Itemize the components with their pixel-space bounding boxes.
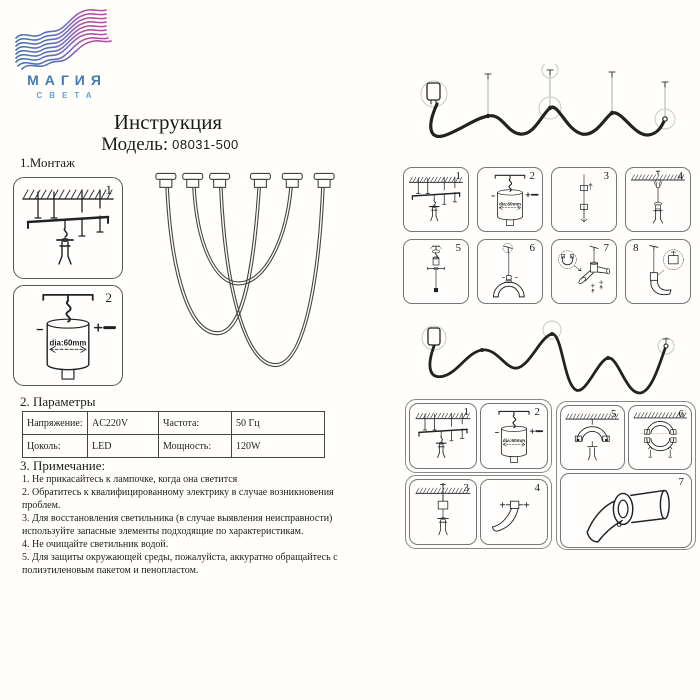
- montage-step-box: [13, 177, 123, 279]
- install-steps-group-b: [405, 475, 552, 549]
- param-label: Мощность:: [159, 435, 232, 458]
- step-cell: [477, 167, 543, 232]
- step-cell: [477, 239, 543, 304]
- param-value: LED: [88, 435, 159, 458]
- step-number: 2: [529, 170, 535, 182]
- param-label: Напряжение:: [23, 412, 88, 435]
- pendant-lamp-figure: [136, 164, 350, 378]
- step-number: 1: [463, 406, 469, 418]
- param-value: AC220V: [88, 412, 159, 435]
- step-cell: [628, 405, 693, 470]
- step-number: 4: [677, 170, 683, 182]
- table-row: [23, 412, 325, 435]
- note-item: 3. Для восстановления светильника (в случае выявления неисправности) используйте запасные элементы подходящие по характеристикам.: [22, 513, 333, 537]
- install-steps-group-a: [405, 399, 552, 473]
- step-number: 5: [611, 408, 617, 420]
- notes-list: [22, 474, 358, 578]
- step-cell: [403, 239, 469, 304]
- step-number: 4: [534, 482, 540, 494]
- section-params-heading: 2. Параметры: [20, 394, 96, 409]
- dia-label: dia:60mm: [49, 338, 87, 348]
- brand-name: МАГИЯ: [27, 72, 107, 88]
- param-label: Частота:: [159, 412, 232, 435]
- step-cell: [560, 405, 625, 470]
- note-item: 5. Для защиты окружающей среды, пожалуйста, аккуратно обращайтесь с полиэтиленовым пакетом и пенопластом.: [22, 552, 338, 576]
- step-cell: [409, 403, 477, 469]
- wavy-cord-figure-top: [400, 64, 696, 165]
- param-value: 120W: [232, 435, 325, 458]
- montage-step-box: [13, 285, 123, 386]
- logo-waves-icon: [14, 8, 114, 70]
- step-cell: [625, 239, 691, 304]
- step-cell: [403, 167, 469, 232]
- step-cell: [480, 403, 548, 469]
- step-cell: [480, 479, 548, 545]
- note-item: 4. Не очищайте светильник водой.: [22, 538, 169, 550]
- param-label: Цоколь:: [23, 435, 88, 458]
- tube-joint-figure: [561, 474, 691, 548]
- page-title: Инструкция: [113, 110, 223, 134]
- step-cell: [560, 473, 692, 549]
- dia-label: dia:60mm: [499, 201, 521, 207]
- brand-subtitle: СВЕТА: [36, 91, 99, 100]
- install-steps-group-c: [556, 401, 696, 550]
- wavy-cord-figure-bottom: [404, 314, 695, 403]
- step-number: 2: [534, 406, 540, 418]
- step-number: 2: [105, 290, 112, 305]
- table-row: [23, 435, 325, 458]
- step-number: 1: [455, 170, 461, 182]
- model-row: [70, 134, 270, 156]
- step-number: 8: [633, 242, 639, 254]
- params-table: [22, 411, 325, 458]
- install-steps-grid-top: [403, 167, 691, 304]
- step-cell: [551, 239, 617, 304]
- step-number: 5: [455, 242, 461, 254]
- step-cell: [625, 167, 691, 232]
- step-cell: [409, 479, 477, 545]
- model-label: Модель:: [101, 134, 169, 155]
- model-value: 08031-500: [172, 137, 239, 152]
- param-value: 50 Гц: [232, 412, 325, 435]
- note-item: 1. Не прикасайтесь к лампочке, когда она светится: [22, 474, 238, 485]
- step-number: 3: [463, 482, 469, 494]
- step-number: 1: [105, 182, 112, 197]
- step-number: 6: [678, 408, 684, 420]
- step-number: 7: [678, 475, 684, 488]
- step-number: 6: [529, 242, 535, 254]
- step-number: 3: [603, 170, 609, 182]
- group-c-top-row: [560, 405, 692, 470]
- step-number: 7: [603, 242, 609, 254]
- dia-label: dia:60mm: [502, 439, 526, 444]
- section-montage-heading: 1.Монтаж: [20, 155, 76, 170]
- section-notes-heading: 3. Примечание:: [20, 458, 106, 473]
- note-item: 2. Обратитесь к квалифицированному электрику в случае возникновения проблем.: [22, 487, 334, 511]
- brand-logo: [6, 8, 122, 100]
- step-cell: [551, 167, 617, 232]
